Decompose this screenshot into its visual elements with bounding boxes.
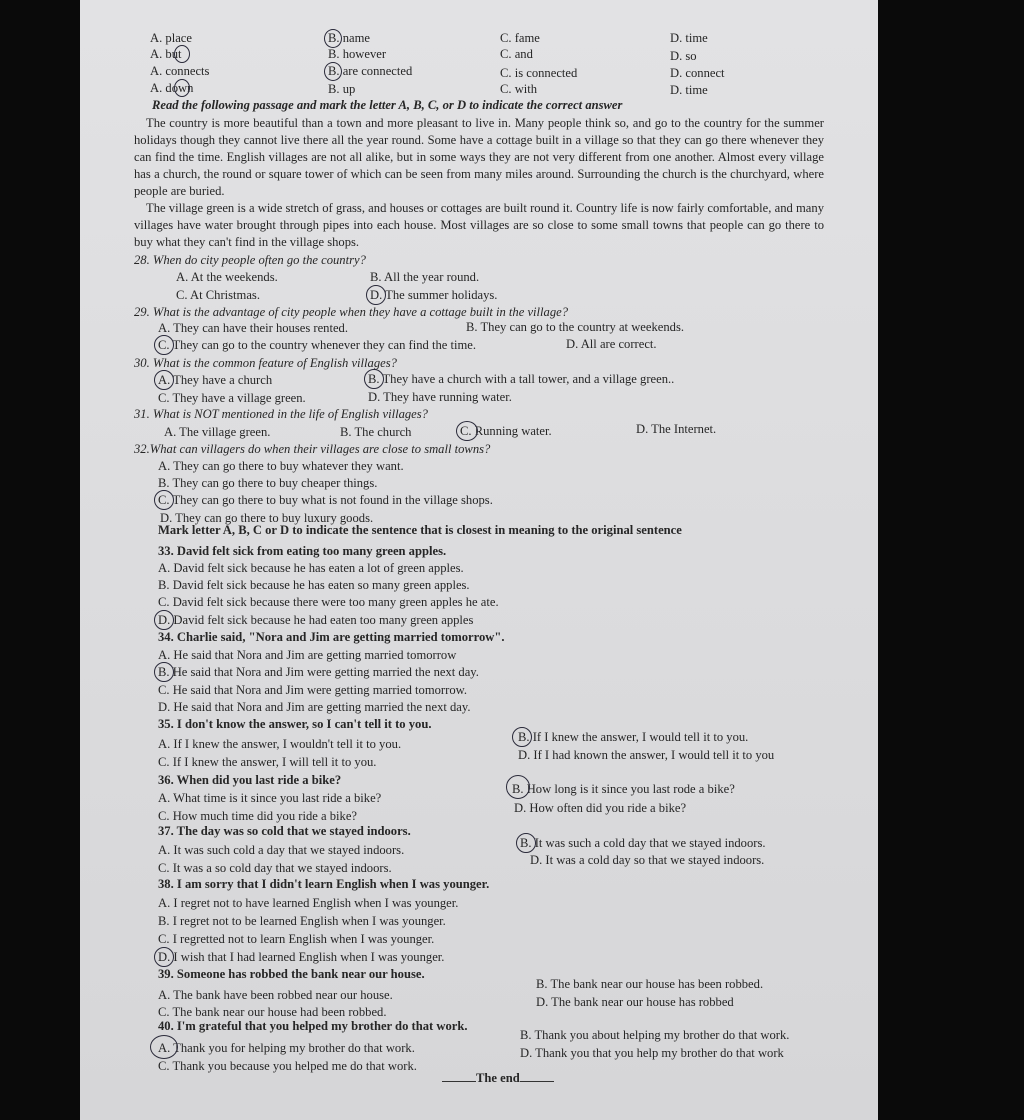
question-30: 30. What is the common feature of English villages? bbox=[134, 356, 397, 370]
q35-option-b: B. If I knew the answer, I would tell it to you. bbox=[518, 730, 749, 744]
q29-option-c: C. They can go to the country whenever they can find the time. bbox=[158, 338, 477, 352]
mcq-25-d: D. time bbox=[670, 31, 708, 45]
q28-option-a: A. At the weekends. bbox=[176, 270, 278, 284]
q29-option-d: D. All are correct. bbox=[566, 337, 657, 351]
q35-option-a: A. If I knew the answer, I wouldn't tell it to you. bbox=[158, 737, 402, 751]
q33-option-c: C. David felt sick because there were too many green apples he ate. bbox=[158, 595, 499, 609]
mcq-26-b: B. however bbox=[328, 47, 387, 61]
q32-option-a: A. They can go there to buy whatever they want. bbox=[158, 459, 404, 473]
mcq-26-a: A. but bbox=[150, 47, 182, 61]
rewrite-instruction: Mark letter A, B, C or D to indicate the sentence that is closest in meaning to the original sentence bbox=[158, 523, 682, 537]
q33-option-b: B. David felt sick because he has eaten so many green apples. bbox=[158, 578, 470, 592]
q37-option-b: B. It was such a cold day that we stayed indoors. bbox=[520, 836, 766, 850]
q34-option-a: A. He said that Nora and Jim are getting married tomorrow bbox=[158, 648, 457, 662]
mcq-26-d: D. so bbox=[670, 49, 697, 63]
q32-option-c: C. They can go there to buy what is not found in the village shops. bbox=[158, 493, 493, 507]
exam-page bbox=[80, 0, 878, 1120]
mcq-25-a: A. place bbox=[150, 31, 192, 45]
q38-option-a: A. I regret not to have learned English when I was younger. bbox=[158, 896, 459, 910]
q31-option-a: A. The village green. bbox=[164, 425, 271, 439]
q34-option-d: D. He said that Nora and Jim are getting married the next day. bbox=[158, 700, 471, 714]
q28-option-c: C. At Christmas. bbox=[176, 288, 260, 302]
q30-option-c: C. They have a village green. bbox=[158, 391, 306, 405]
q28-option-b: B. All the year round. bbox=[370, 270, 480, 284]
question-33: 33. David felt sick from eating too many green apples. bbox=[158, 544, 447, 558]
mcq-27-b: B. are connected bbox=[328, 64, 413, 78]
question-40: 40. I'm grateful that you helped my brother do that work. bbox=[158, 1019, 468, 1033]
q36-option-c: C. How much time did you ride a bike? bbox=[158, 809, 358, 823]
q34-option-b: B. He said that Nora and Jim were getting married the next day. bbox=[158, 665, 479, 679]
q40-option-a: A. Thank you for helping my brother do that work. bbox=[158, 1041, 415, 1055]
footer-text: The end bbox=[476, 1071, 520, 1085]
question-37: 37. The day was so cold that we stayed indoors. bbox=[158, 824, 411, 838]
q40-option-b: B. Thank you about helping my brother do that work. bbox=[520, 1028, 790, 1042]
q40-option-d: D. Thank you that you help my brother do that work bbox=[520, 1046, 784, 1060]
question-39: 39. Someone has robbed the bank near our house. bbox=[158, 967, 425, 981]
question-38: 38. I am sorry that I didn't learn English when I was younger. bbox=[158, 877, 490, 891]
mcq-28-c: C. with bbox=[500, 82, 538, 96]
q36-option-b: B. How long is it since you last rode a bike? bbox=[512, 782, 735, 796]
mcq-25-b: B. name bbox=[328, 31, 370, 45]
mcq-28-d: D. time bbox=[670, 83, 708, 97]
q39-option-a: A. The bank have been robbed near our house. bbox=[158, 988, 393, 1002]
mcq-28-b: B. up bbox=[328, 82, 356, 96]
q34-option-c: C. He said that Nora and Jim were getting married tomorrow. bbox=[158, 683, 468, 697]
question-29: 29. What is the advantage of city people when they have a cottage built in the village? bbox=[134, 305, 569, 319]
passage-paragraph-2: The village green is a wide stretch of grass, and houses or cottages are built round it. Country life is now fairly comfortable, and many villages have water brought through pipes into each house. Most villages are so close to some small towns that people can go there to buy what they can't find in the village shops. bbox=[134, 201, 824, 249]
q29-option-b: B. They can go to the country at weekends. bbox=[466, 320, 684, 334]
q36-option-d: D. How often did you ride a bike? bbox=[514, 801, 687, 815]
q38-option-b: B. I regret not to be learned English when I was younger. bbox=[158, 914, 446, 928]
q36-option-a: A. What time is it since you last ride a bike? bbox=[158, 791, 382, 805]
mcq-27-a: A. connects bbox=[150, 64, 210, 78]
q35-option-d: D. If I had known the answer, I would tell it to you bbox=[518, 748, 775, 762]
footer-blank-left bbox=[442, 1069, 476, 1082]
q31-option-b: B. The church bbox=[340, 425, 412, 439]
q33-option-d: D. David felt sick because he had eaten too many green apples bbox=[158, 613, 474, 627]
q37-option-a: A. It was such cold a day that we stayed indoors. bbox=[158, 843, 405, 857]
q39-option-c: C. The bank near our house had been robbed. bbox=[158, 1005, 387, 1019]
q28-option-d: D. The summer holidays. bbox=[370, 288, 498, 302]
passage-paragraph-1: The country is more beautiful than a town and more pleasant to live in. Many people think so, and go to the country for the summer holidays though they cannot live there all the year round. Some have a cottage built in a village so that they can go there whenever they can find the time. English villages are not all alike, but in some ways they are not very different from one another. Almost every village has a church, the round or square tower of which can be seen from many miles around. Surrounding the church is the churchyard, where people are buried. bbox=[134, 116, 824, 198]
question-36: 36. When did you last ride a bike? bbox=[158, 773, 342, 787]
mcq-26-c: C. and bbox=[500, 47, 533, 61]
mcq-27-d: D. connect bbox=[670, 66, 725, 80]
q29-option-a: A. They can have their houses rented. bbox=[158, 321, 349, 335]
question-28: 28. When do city people often go the country? bbox=[134, 253, 366, 267]
footer bbox=[442, 1069, 554, 1086]
mcq-28-a: A. down bbox=[150, 81, 194, 95]
q32-option-b: B. They can go there to buy cheaper things. bbox=[158, 476, 378, 490]
q38-option-c: C. I regretted not to learn English when I was younger. bbox=[158, 932, 435, 946]
mcq-27-c: C. is connected bbox=[500, 66, 578, 80]
q35-option-c: C. If I knew the answer, I will tell it to you. bbox=[158, 755, 377, 769]
question-34: 34. Charlie said, "Nora and Jim are getting married tomorrow". bbox=[158, 630, 505, 644]
q32-option-d: D. They can go there to buy luxury goods. bbox=[160, 511, 374, 525]
reading-instruction: Read the following passage and mark the letter A, B, C, or D to indicate the correct answer bbox=[152, 98, 623, 112]
q39-option-b: B. The bank near our house has been robbed. bbox=[536, 977, 764, 991]
q31-option-d: D. The Internet. bbox=[636, 422, 717, 436]
q30-option-b: B. They have a church with a tall tower, and a village green.. bbox=[368, 372, 675, 386]
question-31: 31. What is NOT mentioned in the life of English villages? bbox=[134, 407, 428, 421]
question-35: 35. I don't know the answer, so I can't tell it to you. bbox=[158, 717, 432, 731]
question-32: 32.What can villagers do when their villages are close to small towns? bbox=[134, 442, 491, 456]
q30-option-d: D. They have running water. bbox=[368, 390, 512, 404]
mcq-25-c: C. fame bbox=[500, 31, 540, 45]
q33-option-a: A. David felt sick because he has eaten a lot of green apples. bbox=[158, 561, 464, 575]
q37-option-c: C. It was a so cold day that we stayed indoors. bbox=[158, 861, 392, 875]
q40-option-c: C. Thank you because you helped me do that work. bbox=[158, 1059, 417, 1073]
q37-option-d: D. It was a cold day so that we stayed indoors. bbox=[530, 853, 765, 867]
q39-option-d: D. The bank near our house has robbed bbox=[536, 995, 734, 1009]
footer-blank-right bbox=[520, 1069, 554, 1082]
q31-option-c: C. Running water. bbox=[460, 424, 552, 438]
q38-option-d: D. I wish that I had learned English when I was younger. bbox=[158, 950, 445, 964]
q30-option-a: A. They have a church bbox=[158, 373, 273, 387]
